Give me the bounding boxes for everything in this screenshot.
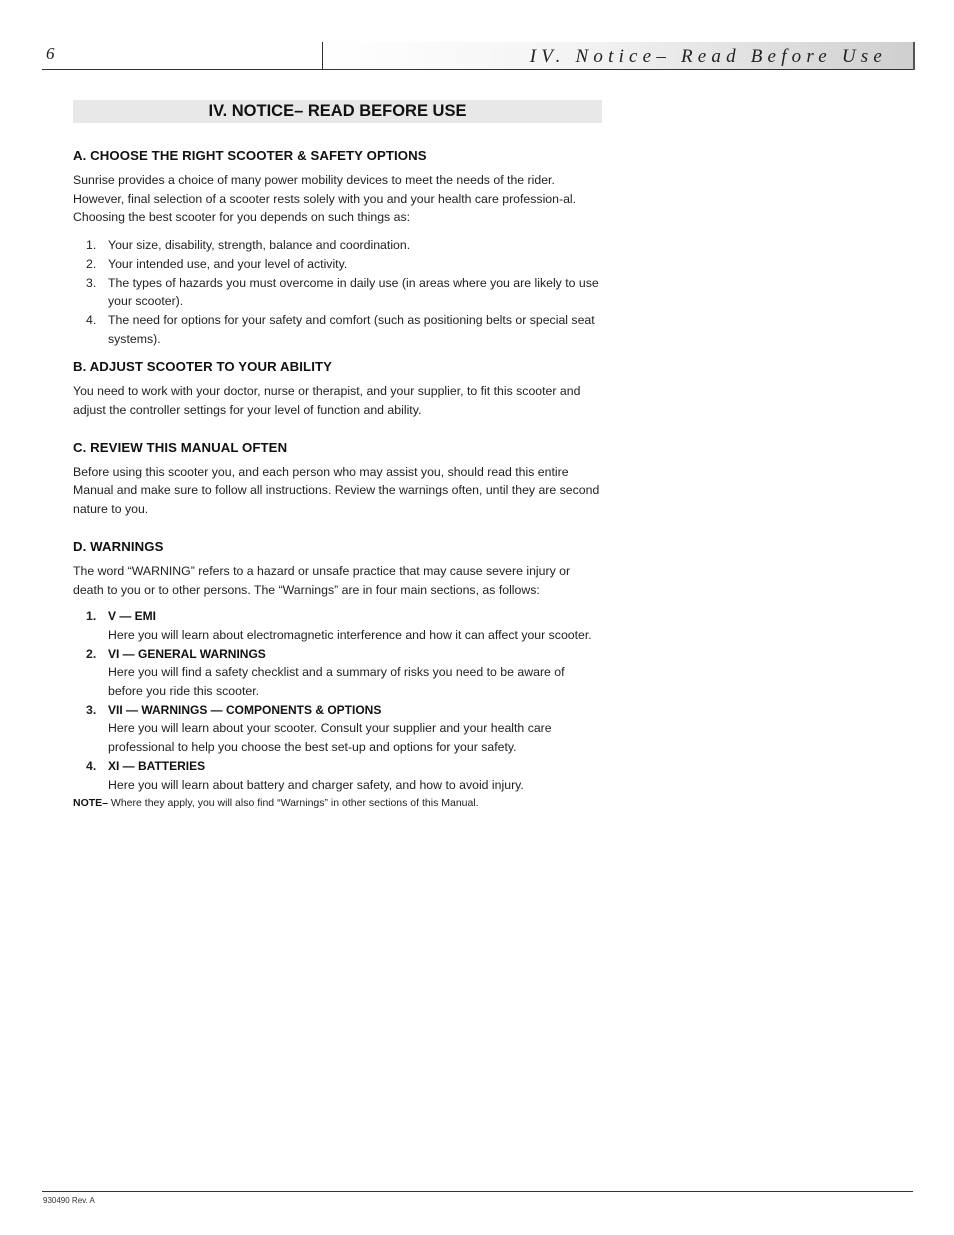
section-a-list bbox=[73, 236, 602, 348]
header-rule bbox=[42, 69, 913, 70]
section-a-paragraph: Sunrise provides a choice of many power mobility devices to meet the needs of the rider. However, final selection of a scooter rests solely with you and your health care profession-al. Choosing the best scooter for you depends on such things as: bbox=[73, 173, 577, 225]
warning-title: XI — BATTERIES bbox=[108, 758, 206, 773]
section-c-paragraph: Before using this scooter you, and each person who may assist you, should read this entire Manual and make sure to follow all instructions. Review the warnings often, until they are second nature to you. bbox=[73, 464, 600, 517]
list-text: The need for options for your safety and comfort (such as positioning belts or special seat systems). bbox=[108, 312, 595, 346]
note-label: NOTE– bbox=[73, 797, 109, 810]
running-header-title: IV. Notice– Read Before Use bbox=[529, 46, 887, 67]
list-number: 2. bbox=[86, 646, 97, 661]
warning-title: VI — GENERAL WARNINGS bbox=[108, 646, 266, 661]
running-header bbox=[322, 42, 915, 70]
warning-text: Here you will learn about electromagnetic interference and how it can affect your scooter. bbox=[108, 627, 592, 642]
list-item bbox=[73, 311, 602, 348]
warnings-list bbox=[73, 607, 602, 794]
list-number: 2. bbox=[86, 256, 97, 271]
warning-text: Here you will find a safety checklist and a summary of risks you need to be aware of before you ride this scooter. bbox=[108, 665, 565, 699]
section-d-paragraph: The word “WARNING” refers to a hazard or unsafe practice that may cause severe injury or death to you or to other persons. The “Warnings” are in four main sections, as follows: bbox=[73, 563, 571, 597]
warning-item bbox=[73, 607, 602, 644]
list-number: 4. bbox=[86, 758, 97, 773]
section-b-heading: B. ADJUST SCOOTER TO YOUR ABILITY bbox=[73, 359, 333, 375]
footer-rule bbox=[42, 1191, 913, 1192]
list-number: 3. bbox=[86, 702, 97, 717]
warning-item bbox=[73, 645, 602, 701]
warning-item bbox=[73, 757, 602, 794]
warning-item bbox=[73, 701, 602, 757]
list-number: 1. bbox=[86, 238, 97, 253]
list-item bbox=[73, 255, 602, 274]
list-number: 4. bbox=[86, 312, 97, 327]
warning-title: VII — WARNINGS — COMPONENTS & OPTIONS bbox=[108, 702, 382, 717]
warning-title: V — EMI bbox=[108, 609, 157, 624]
note bbox=[73, 796, 602, 811]
list-text: Your intended use, and your level of activity. bbox=[108, 256, 348, 271]
section-c-heading: C. REVIEW THIS MANUAL OFTEN bbox=[73, 439, 288, 455]
list-number: 3. bbox=[86, 275, 97, 290]
footer-doc-id: 930490 Rev. A bbox=[43, 1196, 95, 1205]
warning-text: Here you will learn about battery and charger safety, and how to avoid injury. bbox=[108, 777, 524, 792]
section-d-heading: D. WARNINGS bbox=[73, 538, 164, 554]
page-number: 6 bbox=[46, 44, 55, 63]
list-item bbox=[73, 236, 602, 255]
section-b-paragraph: You need to work with your doctor, nurse or therapist, and your supplier, to fit this scooter and adjust the controller settings for your level of function and ability. bbox=[73, 384, 581, 418]
list-text: The types of hazards you must overcome in daily use (in areas where you are likely to use your scooter). bbox=[108, 275, 599, 309]
warning-text: Here you will learn about your scooter. Consult your supplier and your health care professional to help you choose the best set-up and options for your safety. bbox=[108, 721, 552, 755]
page-title: IV. NOTICE– READ BEFORE USE bbox=[73, 100, 602, 123]
section-a-heading: A. CHOOSE THE RIGHT SCOOTER & SAFETY OPTIONS bbox=[73, 148, 427, 163]
list-number: 1. bbox=[86, 609, 97, 624]
list-text: Your size, disability, strength, balance and coordination. bbox=[108, 238, 411, 253]
page-content bbox=[73, 100, 602, 811]
note-text: Where they apply, you will also find “Warnings” in other sections of this Manual. bbox=[108, 797, 479, 810]
list-item bbox=[73, 274, 602, 311]
